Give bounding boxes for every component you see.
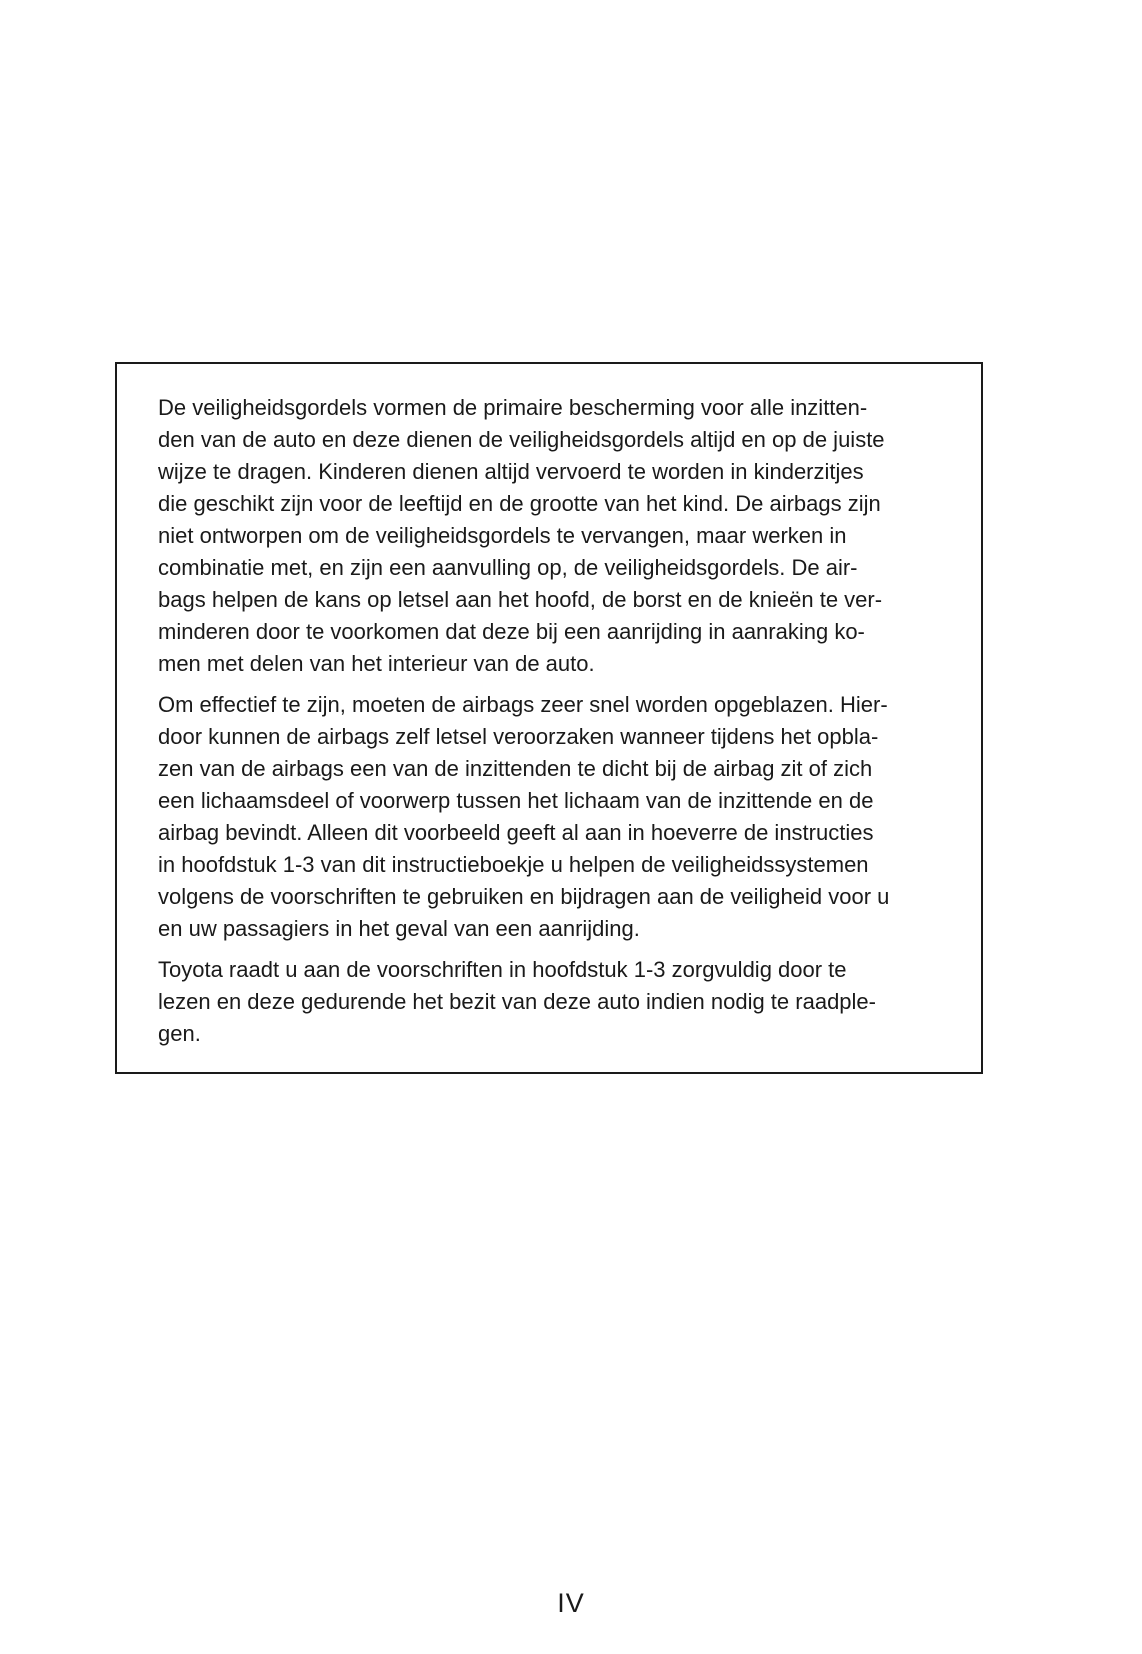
text-line: die geschikt zijn voor de leeftijd en de grootte van het kind. De airbags zijn xyxy=(158,491,881,516)
page-number: IV xyxy=(557,1588,585,1618)
notice-paragraph-toyota-advice xyxy=(158,954,941,1050)
text-line: wijze te dragen. Kinderen dienen altijd vervoerd te worden in kinderzitjes xyxy=(158,459,864,484)
notice-paragraph-seatbelts xyxy=(158,392,941,680)
text-line: combinatie met, en zijn een aanvulling op, de veiligheidsgordels. De air- xyxy=(158,555,858,580)
safety-notice-box xyxy=(115,362,983,1074)
text-line: volgens de voorschriften te gebruiken en bijdragen aan de veiligheid voor u xyxy=(158,884,890,909)
text-line: men met delen van het interieur van de auto. xyxy=(158,651,595,676)
text-line: Om effectief te zijn, moeten de airbags zeer snel worden opgeblazen. Hier- xyxy=(158,692,888,717)
text-line: De veiligheidsgordels vormen de primaire bescherming voor alle inzitten- xyxy=(158,395,868,420)
text-line: zen van de airbags een van de inzittenden te dicht bij de airbag zit of zich xyxy=(158,756,873,781)
text-line: en uw passagiers in het geval van een aanrijding. xyxy=(158,916,640,941)
text-line: lezen en deze gedurende het bezit van deze auto indien nodig te raadple- xyxy=(158,989,876,1014)
text-line: in hoofdstuk 1-3 van dit instructieboekje u helpen de veiligheidssystemen xyxy=(158,852,869,877)
text-line: niet ontworpen om de veiligheidsgordels te vervangen, maar werken in xyxy=(158,523,847,548)
text-line: bags helpen de kans op letsel aan het hoofd, de borst en de knieën te ver- xyxy=(158,587,883,612)
text-line: door kunnen de airbags zelf letsel veroorzaken wanneer tijdens het opbla- xyxy=(158,724,879,749)
text-line: minderen door te voorkomen dat deze bij een aanrijding in aanraking ko- xyxy=(158,619,865,644)
text-line: airbag bevindt. Alleen dit voorbeeld geeft al aan in hoeverre de instructies xyxy=(158,820,874,845)
text-line: den van de auto en deze dienen de veiligheidsgordels altijd en op de juiste xyxy=(158,427,885,452)
text-line: een lichaamsdeel of voorwerp tussen het lichaam van de inzittende en de xyxy=(158,788,874,813)
text-line: Toyota raadt u aan de voorschriften in hoofdstuk 1-3 zorgvuldig door te xyxy=(158,957,847,982)
text-line: gen. xyxy=(158,1021,201,1046)
notice-paragraph-airbags xyxy=(158,689,941,945)
